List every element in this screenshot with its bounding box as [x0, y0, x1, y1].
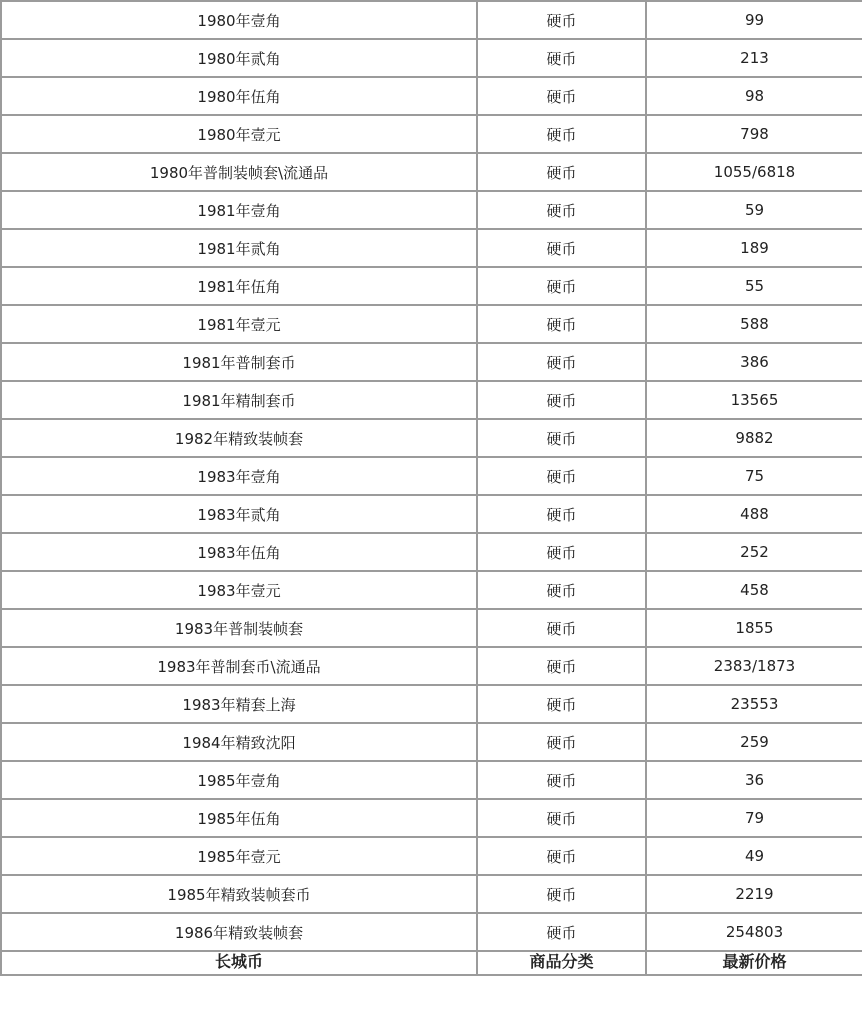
item-name-cell: 1983年精套上海 [1, 685, 477, 723]
table-row [1, 799, 862, 837]
category-cell: 硬币 [477, 1, 646, 39]
table-row [1, 343, 862, 381]
price-cell: 99 [646, 1, 862, 39]
item-name-cell: 1980年壹角 [1, 1, 477, 39]
table-row [1, 875, 862, 913]
header-category-cell: 商品分类 [477, 951, 646, 975]
item-name-cell: 1983年壹元 [1, 571, 477, 609]
price-cell: 55 [646, 267, 862, 305]
table-row [1, 153, 862, 191]
item-name-cell: 1981年精制套币 [1, 381, 477, 419]
item-name-cell: 1982年精致装帧套 [1, 419, 477, 457]
table-row [1, 77, 862, 115]
price-cell: 98 [646, 77, 862, 115]
category-cell: 硬币 [477, 115, 646, 153]
price-cell: 36 [646, 761, 862, 799]
category-cell: 硬币 [477, 533, 646, 571]
item-name-cell: 1983年贰角 [1, 495, 477, 533]
price-cell: 488 [646, 495, 862, 533]
header-price-cell: 最新价格 [646, 951, 862, 975]
table-row [1, 837, 862, 875]
price-cell: 59 [646, 191, 862, 229]
price-cell: 1855 [646, 609, 862, 647]
category-cell: 硬币 [477, 381, 646, 419]
item-name-cell: 1985年精致装帧套币 [1, 875, 477, 913]
item-name-cell: 1980年伍角 [1, 77, 477, 115]
item-name-cell: 1983年壹角 [1, 457, 477, 495]
table-row [1, 305, 862, 343]
category-cell: 硬币 [477, 77, 646, 115]
category-cell: 硬币 [477, 153, 646, 191]
table-header-row [1, 951, 862, 975]
price-cell: 259 [646, 723, 862, 761]
category-cell: 硬币 [477, 837, 646, 875]
table-row [1, 647, 862, 685]
table-row [1, 191, 862, 229]
price-cell: 23553 [646, 685, 862, 723]
category-cell: 硬币 [477, 343, 646, 381]
price-cell: 189 [646, 229, 862, 267]
price-cell: 2219 [646, 875, 862, 913]
table-row [1, 913, 862, 951]
item-name-cell: 1981年壹角 [1, 191, 477, 229]
category-cell: 硬币 [477, 647, 646, 685]
table-body [1, 1, 862, 975]
category-cell: 硬币 [477, 419, 646, 457]
table-row [1, 495, 862, 533]
category-cell: 硬币 [477, 761, 646, 799]
table-row [1, 229, 862, 267]
table-row [1, 761, 862, 799]
table-row [1, 533, 862, 571]
item-name-cell: 1985年壹元 [1, 837, 477, 875]
category-cell: 硬币 [477, 495, 646, 533]
price-cell: 213 [646, 39, 862, 77]
item-name-cell: 1985年伍角 [1, 799, 477, 837]
category-cell: 硬币 [477, 875, 646, 913]
table-row [1, 39, 862, 77]
category-cell: 硬币 [477, 913, 646, 951]
category-cell: 硬币 [477, 685, 646, 723]
price-cell: 252 [646, 533, 862, 571]
item-name-cell: 1985年壹角 [1, 761, 477, 799]
category-cell: 硬币 [477, 305, 646, 343]
category-cell: 硬币 [477, 799, 646, 837]
price-cell: 798 [646, 115, 862, 153]
item-name-cell: 1983年普制套币\流通品 [1, 647, 477, 685]
table-row [1, 723, 862, 761]
item-name-cell: 1981年普制套币 [1, 343, 477, 381]
table-row [1, 381, 862, 419]
category-cell: 硬币 [477, 457, 646, 495]
item-name-cell: 1981年贰角 [1, 229, 477, 267]
category-cell: 硬币 [477, 267, 646, 305]
item-name-cell: 1980年普制装帧套\流通品 [1, 153, 477, 191]
price-cell: 2383/1873 [646, 647, 862, 685]
price-cell: 9882 [646, 419, 862, 457]
table-row [1, 1, 862, 39]
price-cell: 458 [646, 571, 862, 609]
table-row [1, 457, 862, 495]
category-cell: 硬币 [477, 191, 646, 229]
item-name-cell: 1984年精致沈阳 [1, 723, 477, 761]
price-cell: 386 [646, 343, 862, 381]
item-name-cell: 1983年伍角 [1, 533, 477, 571]
item-name-cell: 1981年伍角 [1, 267, 477, 305]
price-cell: 254803 [646, 913, 862, 951]
category-cell: 硬币 [477, 571, 646, 609]
header-name-cell: 长城币 [1, 951, 477, 975]
price-cell: 588 [646, 305, 862, 343]
category-cell: 硬币 [477, 229, 646, 267]
price-cell: 79 [646, 799, 862, 837]
item-name-cell: 1986年精致装帧套 [1, 913, 477, 951]
table-row [1, 115, 862, 153]
table-row [1, 419, 862, 457]
price-cell: 1055/6818 [646, 153, 862, 191]
table-row [1, 571, 862, 609]
category-cell: 硬币 [477, 609, 646, 647]
table-row [1, 267, 862, 305]
item-name-cell: 1980年贰角 [1, 39, 477, 77]
price-cell: 75 [646, 457, 862, 495]
item-name-cell: 1981年壹元 [1, 305, 477, 343]
item-name-cell: 1980年壹元 [1, 115, 477, 153]
table-row [1, 685, 862, 723]
category-cell: 硬币 [477, 39, 646, 77]
price-cell: 13565 [646, 381, 862, 419]
category-cell: 硬币 [477, 723, 646, 761]
item-name-cell: 1983年普制装帧套 [1, 609, 477, 647]
table-row [1, 609, 862, 647]
price-cell: 49 [646, 837, 862, 875]
